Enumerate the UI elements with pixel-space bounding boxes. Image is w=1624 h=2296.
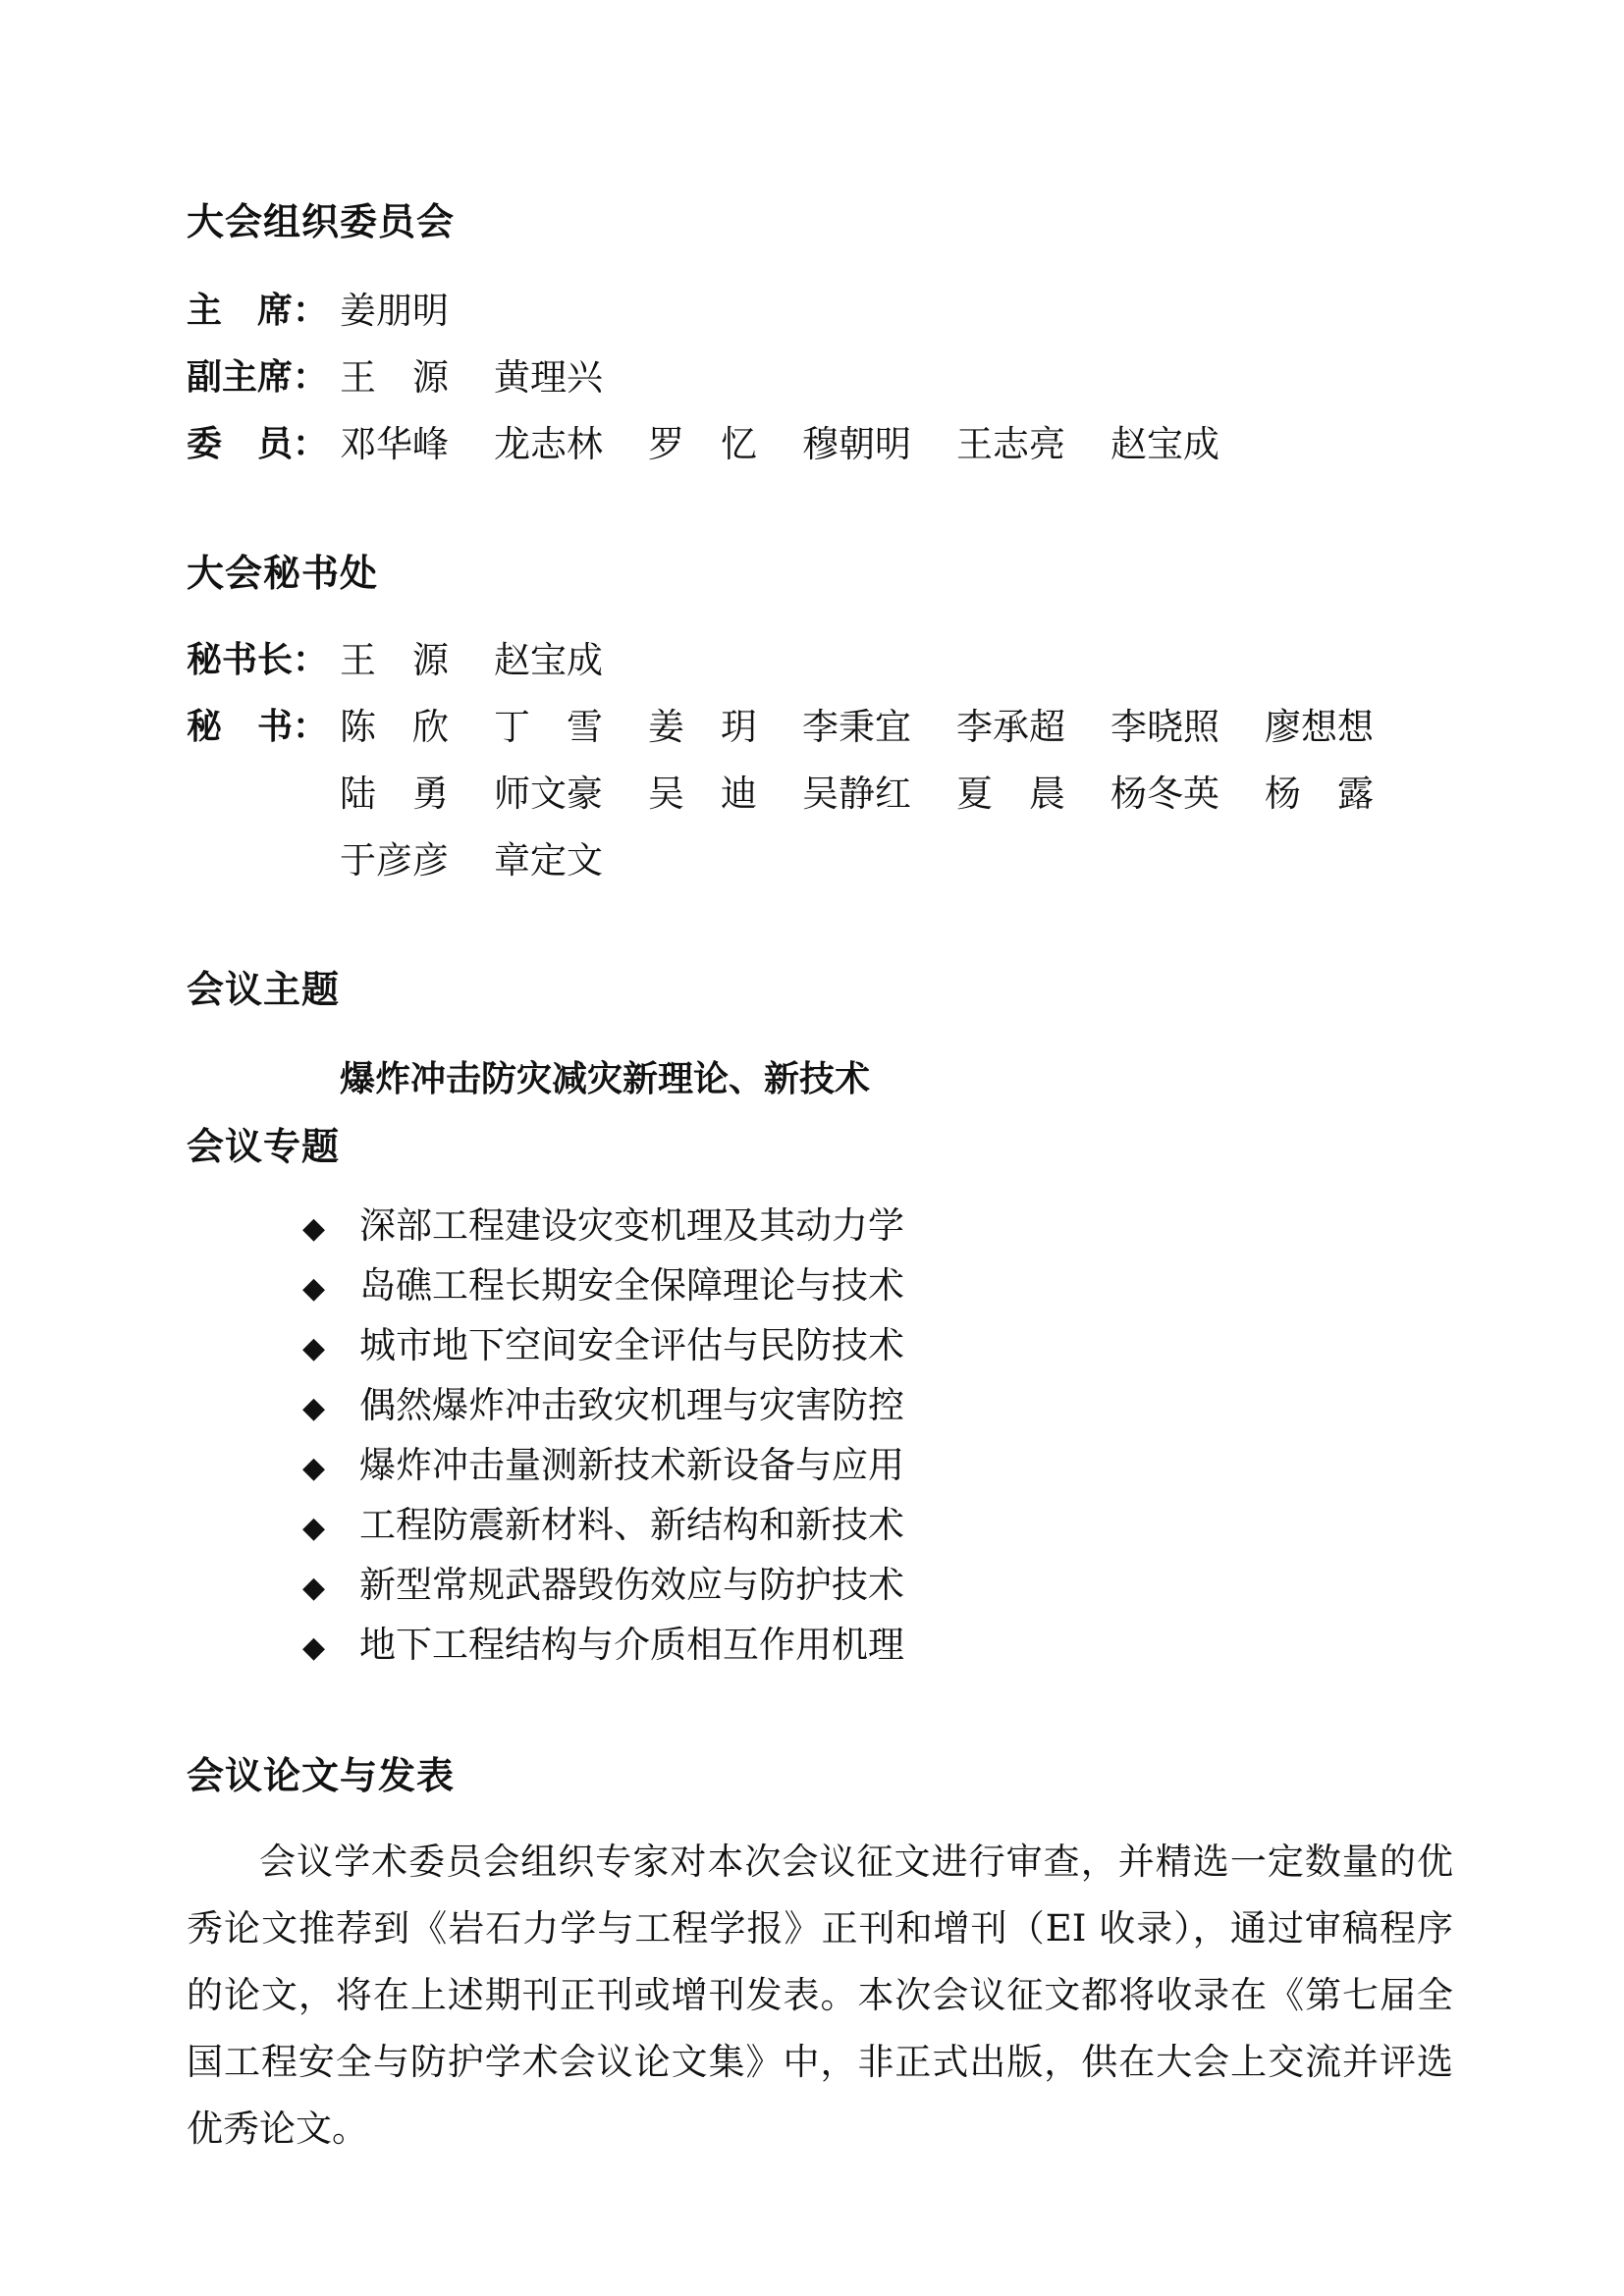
vice-chair-name: 王 源 [340, 356, 449, 399]
topic-text: 新型常规武器毁伤效应与防护技术 [359, 1564, 904, 1606]
diamond-bullet-icon: ◆ [302, 1571, 326, 1605]
topic-item [302, 1201, 904, 1251]
topic-item [302, 1441, 904, 1490]
secretary-name: 吴静红 [802, 773, 911, 815]
vice-chair-name: 黄理兴 [494, 356, 603, 399]
secretary-general-label: 秘书长： [187, 640, 329, 680]
secretariat-heading: 大会秘书处 [187, 552, 379, 595]
topic-text: 城市地下空间安全评估与民防技术 [359, 1324, 904, 1366]
topic-item [302, 1261, 904, 1310]
member-name: 龙志林 [494, 423, 603, 465]
secretary-name: 李承超 [956, 706, 1065, 748]
member-name: 赵宝成 [1110, 423, 1219, 465]
secretary-name: 陈 欣 [340, 706, 449, 748]
chair-name: 姜朋明 [340, 290, 449, 332]
diamond-bullet-icon: ◆ [302, 1331, 326, 1365]
theme-text: 爆炸冲击防灾减灾新理论、新技术 [340, 1059, 871, 1099]
topic-text: 爆炸冲击量测新技术新设备与应用 [359, 1444, 904, 1486]
topic-text: 偶然爆炸冲击致灾机理与灾害防控 [359, 1384, 904, 1426]
secretary-name: 李晓照 [1110, 706, 1219, 748]
secretary-name: 陆 勇 [340, 773, 449, 815]
topic-item [302, 1621, 904, 1670]
diamond-bullet-icon: ◆ [302, 1451, 326, 1485]
papers-paragraph: 会议学术委员会组织专家对本次会议征文进行审查，并精选一定数量的优秀论文推荐到《岩石力学与工程学报》正刊和增刊（EI 收录），通过审稿程序的论文，将在上述期刊正刊或增刊发表。本次会议征文都将收录在《第七届全国工程安全与防护学术会议论文集》中，非正式出版，供在大会上交流并评选优秀论文。 [187, 1841, 1453, 2150]
theme-heading: 会议主题 [187, 968, 341, 1011]
secretary-name: 廖想想 [1265, 706, 1374, 748]
secretary-name: 姜 玥 [648, 706, 757, 748]
members-label: 委 员： [187, 424, 329, 464]
topic-text: 地下工程结构与介质相互作用机理 [359, 1624, 904, 1666]
topic-item [302, 1381, 904, 1430]
secretary-name: 杨 露 [1265, 773, 1374, 815]
secretary-general-name: 王 源 [340, 639, 449, 681]
chair-label: 主 席： [187, 291, 329, 331]
topic-text: 深部工程建设灾变机理及其动力学 [359, 1204, 904, 1247]
secretaries-label: 秘 书： [187, 707, 329, 747]
diamond-bullet-icon: ◆ [302, 1391, 326, 1425]
secretary-name: 章定文 [494, 839, 603, 881]
topic-item [302, 1501, 904, 1550]
secretary-name: 李秉宜 [802, 706, 911, 748]
papers-heading: 会议论文与发表 [187, 1754, 456, 1797]
diamond-bullet-icon: ◆ [302, 1630, 326, 1665]
member-name: 罗 忆 [648, 423, 757, 465]
topic-text: 岛礁工程长期安全保障理论与技术 [359, 1264, 904, 1307]
vice-chair-label: 副主席： [187, 357, 329, 398]
diamond-bullet-icon: ◆ [302, 1271, 326, 1306]
organizing-committee-heading: 大会组织委员会 [187, 200, 456, 243]
member-name: 穆朝明 [802, 423, 911, 465]
secretary-general-name: 赵宝成 [494, 639, 603, 681]
member-name: 邓华峰 [340, 423, 449, 465]
topic-text: 工程防震新材料、新结构和新技术 [359, 1504, 904, 1546]
topic-item [302, 1321, 904, 1370]
secretary-name: 于彦彦 [340, 839, 449, 881]
secretary-name: 吴 迪 [648, 773, 757, 815]
member-name: 王志亮 [956, 423, 1065, 465]
secretary-name: 丁 雪 [494, 706, 603, 748]
secretary-name: 夏 晨 [956, 773, 1065, 815]
topic-item [302, 1561, 904, 1610]
topics-heading: 会议专题 [187, 1125, 341, 1168]
secretary-name: 师文豪 [494, 773, 603, 815]
diamond-bullet-icon: ◆ [302, 1511, 326, 1545]
secretary-name: 杨冬英 [1110, 773, 1219, 815]
diamond-bullet-icon: ◆ [302, 1211, 326, 1246]
